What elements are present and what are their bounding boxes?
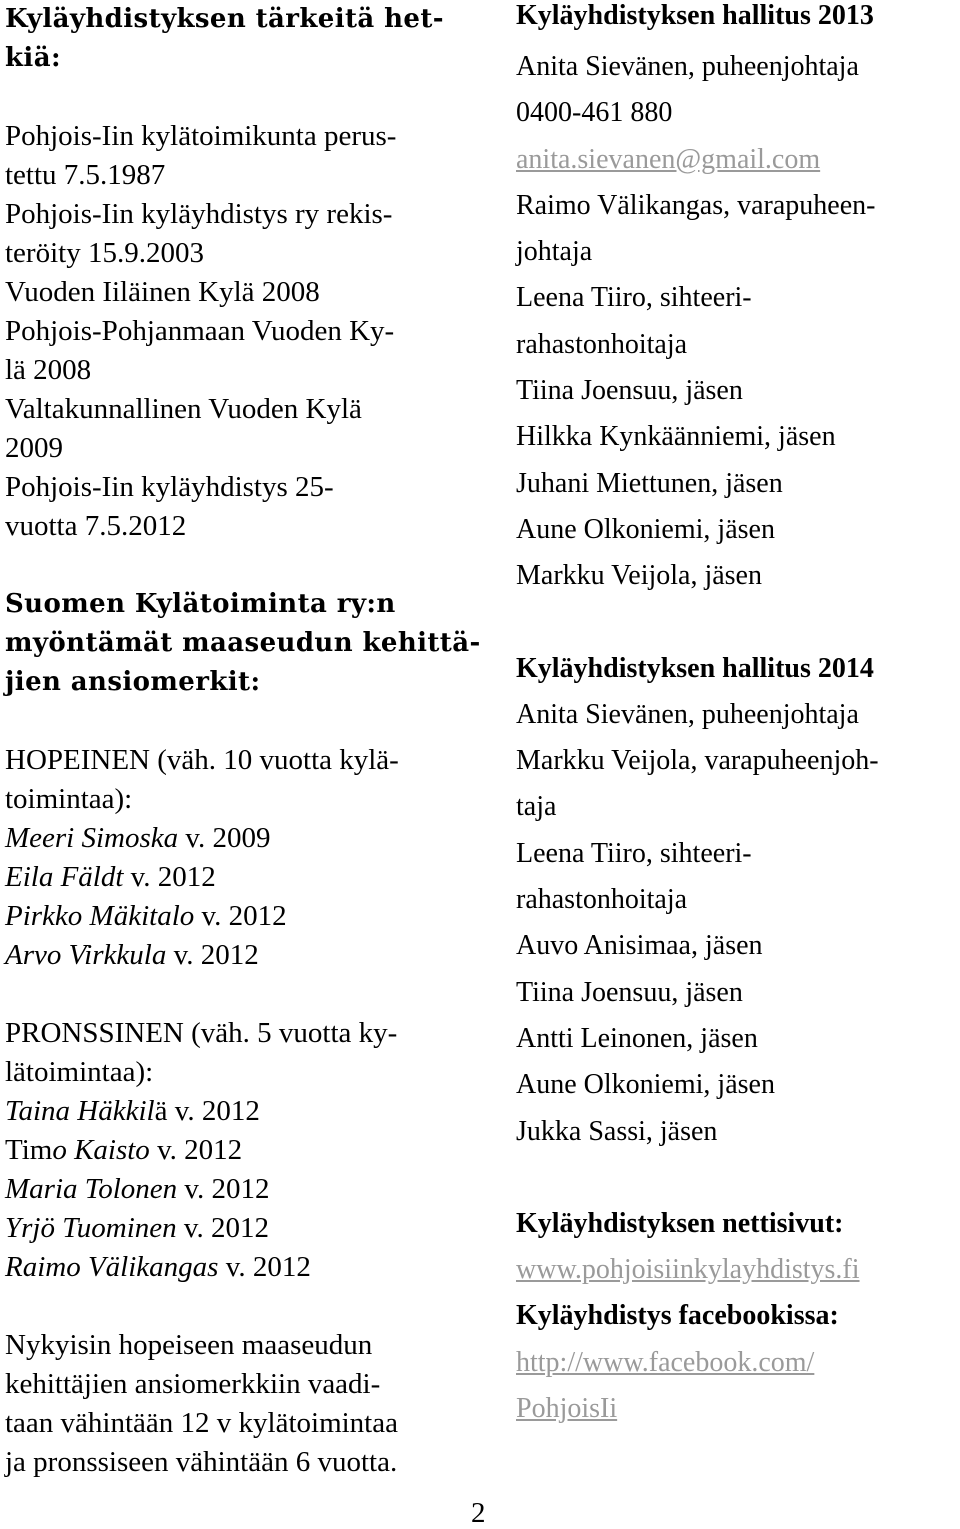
- award-year: v. 2009: [178, 822, 271, 854]
- board-member: taja: [516, 791, 557, 823]
- board-member: Antti Leinonen, jäsen: [516, 1022, 758, 1054]
- board-2013-heading: Kyläyhdistyksen hallitus 2013: [516, 0, 874, 31]
- recipient-name: Arvo Virkkula: [5, 939, 167, 971]
- email-link[interactable]: anita.sievanen@gmail.com: [516, 143, 821, 175]
- board-member: Tiina Joensuu, jäsen: [516, 375, 743, 407]
- milestone-line: Valtakunnallinen Vuoden Kylä: [5, 393, 362, 425]
- board-member: Auvo Anisimaa, jäsen: [516, 930, 763, 962]
- award-year: v. 2012: [176, 1212, 269, 1244]
- section-heading: Suomen Kylätoiminta ry:n: [5, 589, 396, 619]
- footnote-line: kehittäjien ansiomerkkiin vaadi-: [5, 1368, 381, 1400]
- recipient-name-part: Tim: [5, 1134, 53, 1166]
- award-row: [5, 1131, 475, 1170]
- award-row: [5, 819, 475, 858]
- footnote-line: Nykyisin hopeiseen maaseudun: [5, 1329, 373, 1361]
- award-year: v. 2012: [194, 900, 287, 932]
- award-row: [5, 1248, 475, 1287]
- board-member: Jukka Sassi, jäsen: [516, 1115, 718, 1147]
- facebook-link[interactable]: http://www.facebook.com/: [516, 1346, 815, 1378]
- section-heading: Kyläyhdistyksen tärkeitä het-: [5, 4, 444, 34]
- award-year: v. 2012: [166, 939, 259, 971]
- footnote-line: taan vähintään 12 v kylätoimintaa: [5, 1407, 398, 1439]
- award-year: v. 2012: [177, 1173, 270, 1205]
- board-member: Anita Sievänen, puheenjohtaja: [516, 698, 859, 730]
- award-row: [5, 1209, 475, 1248]
- milestones-list: [5, 117, 475, 546]
- recipient-name: Meeri Simoska: [5, 822, 179, 854]
- page-number: 2: [471, 1497, 486, 1529]
- website-link[interactable]: www.pohjoisiinkylayhdistys.fi: [516, 1254, 860, 1286]
- left-column: [5, 0, 481, 1482]
- milestone-line: Pohjois-Iin kyläyhdistys ry rekis-: [5, 198, 393, 230]
- recipient-name: o Kaisto: [52, 1134, 150, 1166]
- board-member: Aune Olkoniemi, jäsen: [516, 1069, 775, 1101]
- award-row: [5, 1170, 475, 1209]
- phone-number: 0400-461 880: [516, 97, 673, 129]
- milestone-line: Pohjois-Pohjanmaan Vuoden Ky-: [5, 315, 395, 347]
- award-row: [5, 1092, 475, 1131]
- board-member: Leena Tiiro, sihteeri-: [516, 282, 752, 314]
- recipient-name: Yrjö Tuominen: [5, 1212, 177, 1244]
- right-column: [516, 0, 956, 1432]
- milestone-line: tettu 7.5.1987: [5, 159, 166, 191]
- silver-heading: toimintaa):: [5, 783, 133, 815]
- facebook-heading: Kyläyhdistys facebookissa:: [516, 1300, 839, 1332]
- recipient-name: Eila Fäldt: [5, 861, 124, 893]
- recipient-name: Taina Häkkil: [5, 1095, 155, 1127]
- recipient-name: Maria Tolonen: [5, 1173, 178, 1205]
- board-member: johtaja: [516, 236, 593, 268]
- board-member: Anita Sievänen, puheenjohtaja: [516, 51, 859, 82]
- milestone-line: Pohjois-Iin kylätoimikunta perus-: [5, 120, 397, 152]
- award-year: ä v. 2012: [154, 1095, 260, 1127]
- board-member: Raimo Välikangas, varapuheen-: [516, 189, 876, 221]
- award-row: [5, 897, 475, 936]
- milestone-line: teröity 15.9.2003: [5, 237, 204, 269]
- section-heading: myöntämät maaseudun kehittä-: [5, 628, 481, 658]
- award-year: v. 2012: [149, 1134, 243, 1166]
- milestone-line: vuotta 7.5.2012: [5, 510, 187, 542]
- board-member: Hilkka Kynkäänniemi, jäsen: [516, 421, 836, 453]
- bronze-heading: PRONSSINEN (väh. 5 vuotta ky-: [5, 1017, 398, 1049]
- section-heading: jien ansiomerkit:: [5, 667, 261, 697]
- facebook-link-continued[interactable]: PohjoisIi: [516, 1393, 618, 1425]
- board-member: rahastonhoitaja: [516, 884, 688, 916]
- bronze-heading: lätoimintaa):: [5, 1056, 154, 1088]
- milestone-line: 2009: [5, 432, 63, 464]
- section-heading: kiä:: [5, 43, 61, 73]
- board-2014-heading: Kyläyhdistyksen hallitus 2014: [516, 652, 874, 684]
- board-member: Juhani Miettunen, jäsen: [516, 467, 783, 499]
- silver-heading: HOPEINEN (väh. 10 vuotta kylä-: [5, 744, 399, 776]
- board-member: Markku Veijola, varapuheenjoh-: [516, 745, 879, 777]
- award-year: v. 2012: [218, 1251, 311, 1283]
- footnote-line: ja pronssiseen vähintään 6 vuotta.: [5, 1446, 398, 1478]
- board-member: Tiina Joensuu, jäsen: [516, 976, 743, 1008]
- recipient-name: Raimo Välikangas: [5, 1251, 219, 1283]
- award-row: [5, 936, 475, 975]
- milestone-line: Vuoden Iiläinen Kylä 2008: [5, 276, 320, 308]
- award-row: [5, 858, 475, 897]
- milestone-line: Pohjois-Iin kyläyhdistys 25-: [5, 471, 334, 503]
- website-heading: Kyläyhdistyksen nettisivut:: [516, 1207, 844, 1239]
- board-member: Aune Olkoniemi, jäsen: [516, 513, 775, 545]
- milestone-line: lä 2008: [5, 354, 92, 386]
- board-member: Leena Tiiro, sihteeri-: [516, 837, 752, 869]
- award-year: v. 2012: [123, 861, 216, 893]
- recipient-name: Pirkko Mäkitalo: [5, 900, 195, 932]
- board-member: rahastonhoitaja: [516, 328, 688, 360]
- board-member: Markku Veijola, jäsen: [516, 560, 762, 592]
